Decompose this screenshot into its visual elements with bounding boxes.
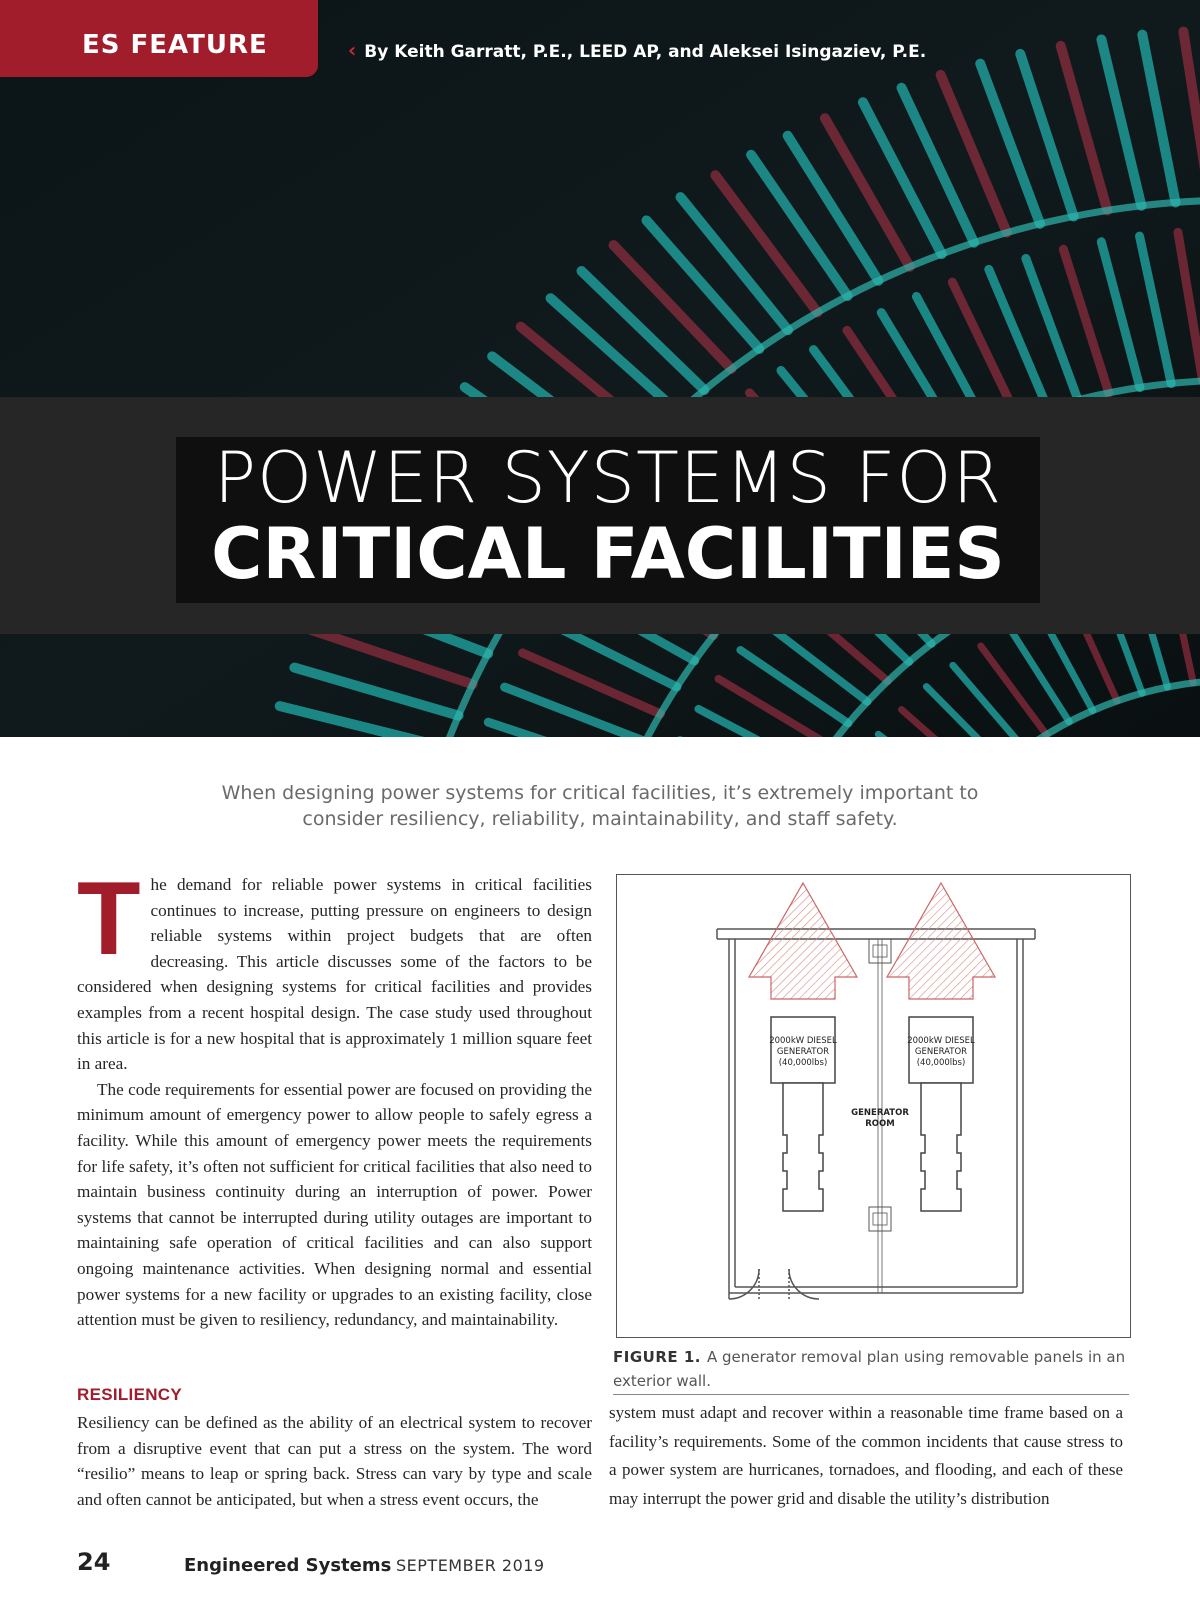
room-label-1: GENERATOR [851,1108,909,1118]
body-column-left [77,861,592,1333]
publication-name: Engineered Systems [184,1555,392,1576]
figure-caption [613,1345,1133,1393]
title-line-2: CRITICAL FACILITIES [211,513,1005,595]
figure-1 [616,874,1131,1338]
article-title [176,437,1040,603]
byline [348,38,926,62]
page-number: 24 [77,1548,111,1576]
byline-text: By Keith Garratt, P.E., LEED AP, and Aleksei Isingaziev, P.E. [364,42,927,62]
body-column-right [609,1399,1123,1513]
paragraph-resiliency-continued: system must adapt and recover within a reasonable time frame based on a facility’s requirements. Some of the common incidents that cause stress to a power system are hurricanes, tornadoes, and flooding, and each of these may interrupt the power grid and disable the utility’s distribution [609,1403,1123,1508]
hero-banner [0,0,1200,737]
article-deck: When designing power systems for critical facilities, it’s extremely important to consider resiliency, reliability, maintainability, and staff safety. [221,782,979,830]
title-line-1: POWER SYSTEMS FOR [213,437,1003,519]
paragraph-code-requirements: The code requirements for essential power are focused on providing the minimum amount of emergency power to allow people to safely egress a facility. While this amount of emergency power meets the requirements for life safety, it’s often not sufficient for critical facilities that also need to maintain business continuity during an interruption of power. Power systems that cannot be interrupted during utility outages are important to maintaining safe operation of critical facilities and can also support ongoing maintenance activities. When designing normal and essential power systems for a new facility or upgrades to an existing facility, close attention must be given to resiliency, redundancy, and maintainability. [77,1079,592,1330]
paragraph-intro: he demand for reliable power systems in critical facilities continues to increase, putting pressure on engineers to design reliable systems within project budgets that are often decreasing. This article discusses some of the factors to be considered when designing systems for critical facilities and provides examples from a recent hospital design. The case study used throughout this article is for a new hospital that is approximately 1 million square feet in area. [77,875,592,1074]
gen-left-label-1: 2000kW DIESEL [769,1036,837,1046]
body-column-left-continued [77,1410,592,1512]
generator-floor-plan-drawing [617,875,1130,1337]
issue-date: SEPTEMBER 2019 [396,1556,545,1575]
room-label-2: ROOM [865,1119,895,1129]
figure-caption-label: FIGURE 1. [613,1348,701,1366]
gen-right-label-2: GENERATOR [914,1047,968,1057]
paragraph-resiliency: Resiliency can be defined as the ability of an electrical system to recover from a disruptive event that can put a stress on the system. The word “resilio” means to leap or spring back. Stress can vary by type and scale and often cannot be anticipated, but when a stress event occurs, the [77,1413,592,1509]
drop-cap: T [77,861,141,977]
gen-left-label-2: GENERATOR [776,1047,830,1057]
section-tag-label: ES FEATURE [82,30,268,60]
section-heading-resiliency: RESILIENCY [77,1385,183,1404]
gen-right-label-3: (40,000lbs) [916,1058,966,1068]
chevron-left-icon: ‹ [348,38,357,62]
gen-right-label-1: 2000kW DIESEL [907,1036,975,1046]
figure-caption-text: A generator removal plan using removable panels in an exterior wall. [613,1348,1126,1390]
gen-left-label-3: (40,000lbs) [778,1058,828,1068]
section-tag [0,0,318,77]
caption-divider [613,1394,1129,1395]
